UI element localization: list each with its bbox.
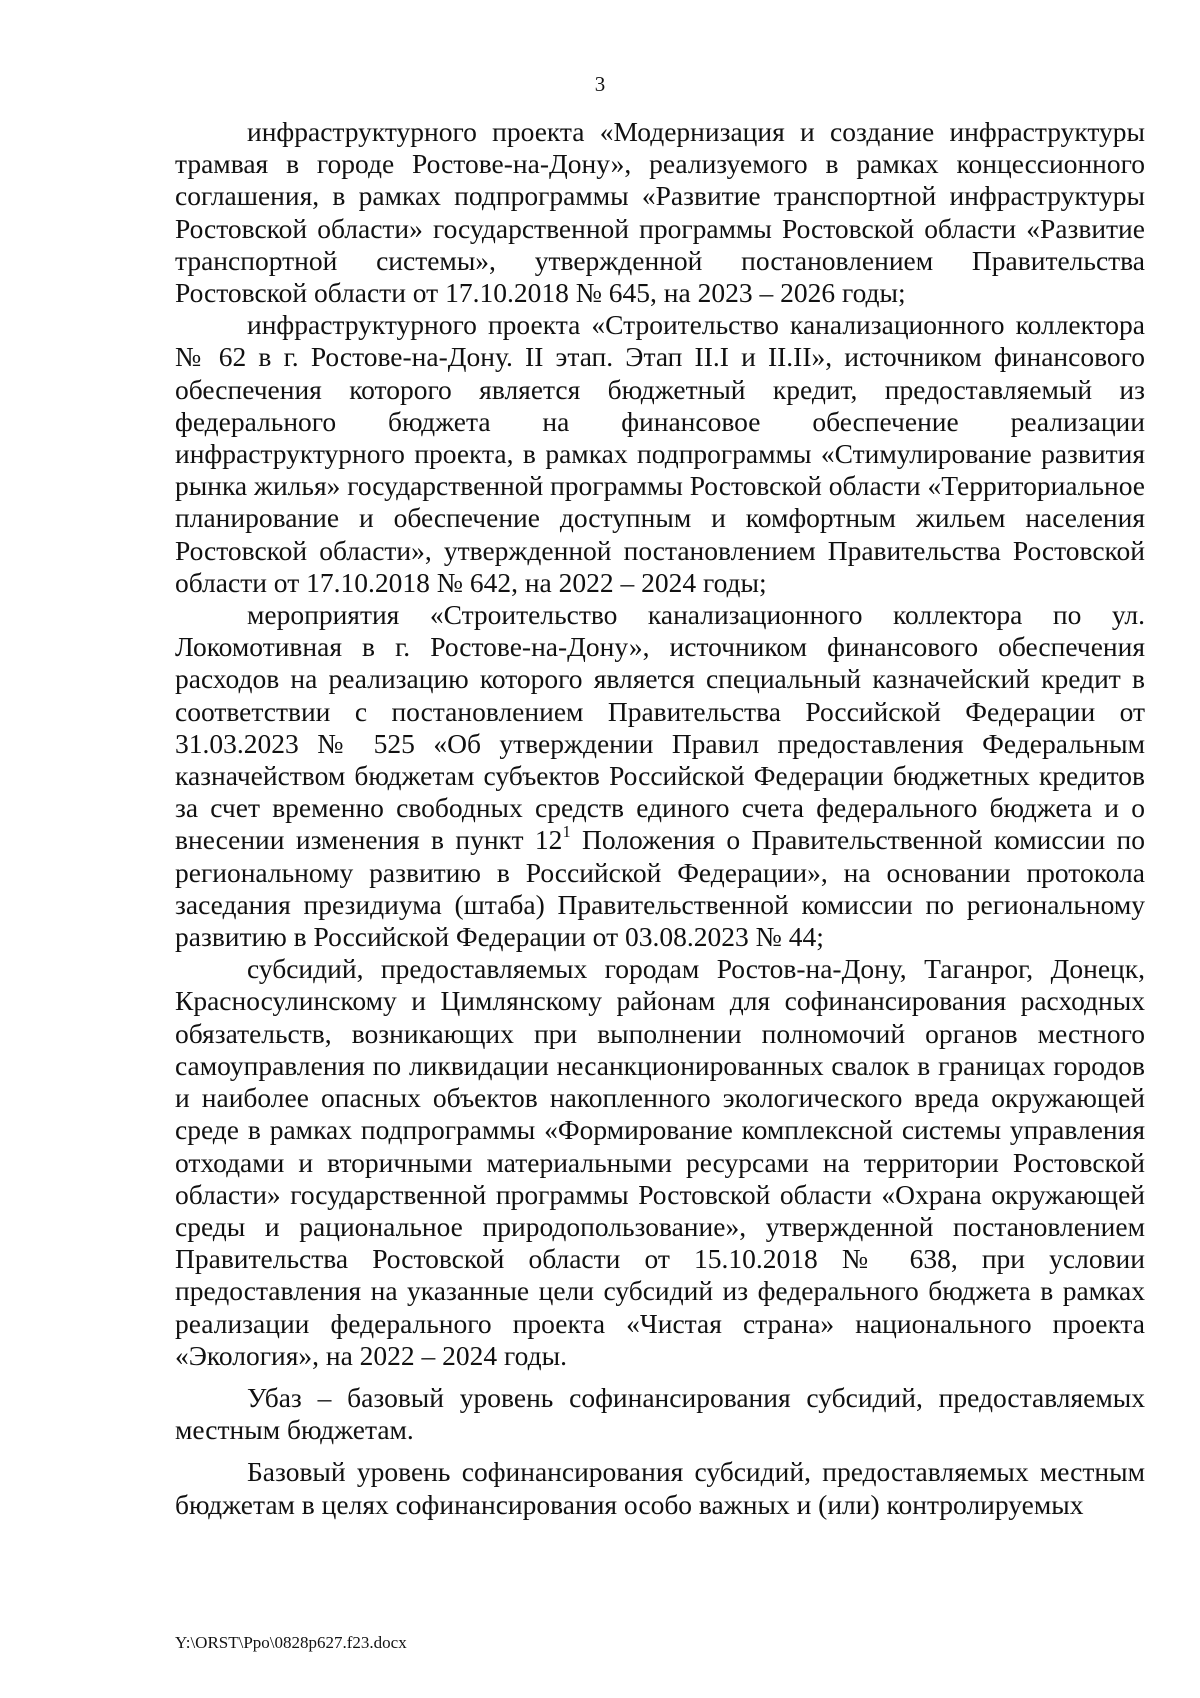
paragraph-3-text-end: Положения о Правительственной комиссии по региональному развитию в Российской Федерации», на основании протокола заседания президиума (штаба) Правительственной комиссии по региональному развитию в Российской Федерации от 03.08.2023 № 44; [175, 824, 1145, 953]
footnote-superscript: 1 [562, 821, 571, 841]
paragraph-tram-project: инфраструктурного проекта «Модернизация и создание инфраструктуры трамвая в городе Ростове-на-Дону», реализуемого в рамках концессионного соглашения, в рамках подпрограммы «Развитие транспортной инфраструктуры Ростовской области» государственной программы Ростовской области «Развитие транспортной системы», утвержденной постановлением Правительства Ростовской области от 17.10.2018 № 645, на 2023 – 2026 годы; [175, 116, 1145, 309]
file-path-footer: Y:\ORST\Ppo\0828p627.f23.docx [175, 1633, 407, 1652]
page-number: 3 [594, 72, 606, 96]
paragraph-ubaz-definition: Убаз – базовый уровень софинансирования субсидий, предоставляемых местным бюджетам. [175, 1381, 1145, 1446]
paragraph-lokomotivnaya-collector [175, 599, 1145, 953]
paragraph-base-level: Базовый уровень софинансирования субсидий, предоставляемых местным бюджетам в целях софинансирования особо важных и (или) контролируемых [175, 1456, 1145, 1520]
document-body [175, 116, 1145, 1521]
paragraph-3-text-start: мероприятия «Строительство канализационного коллектора по ул. Локомотивная в г. Ростове-на-Дону», источником финансового обеспечения расходов на реализацию которого является специальный казначейский кредит в соответствии с постановлением Правительства Российской Федерации от 31.03.2023 № 525 «Об утверждении Правил предоставления Федеральным казначейством бюджетам субъектов Российской Федерации бюджетных кредитов за счет временно свободных средств единого счета федерального бюджета и о внесении изменения в пункт 12 [175, 599, 1145, 856]
paragraph-landfill-subsidies: субсидий, предоставляемых городам Ростов-на-Дону, Таганрог, Донецк, Красносулинскому и Цимлянскому районам для софинансирования расходных обязательств, возникающих при выполнении полномочий органов местного самоуправления по ликвидации несанкционированных свалок в границах городов и наиболее опасных объектов накопленного экологического вреда окружающей среде в рамках подпрограммы «Формирование комплексной системы управления отходами и вторичными материальными ресурсами на территории Ростовской области» государственной программы Ростовской области «Охрана окружающей среды и рациональное природопользование», утвержденной постановлением Правительства Ростовской области от 15.10.2018 № 638, при условии предоставления на указанные цели субсидий из федерального бюджета в рамках реализации федерального проекта «Чистая страна» национального проекта «Экология», на 2022 – 2024 годы. [175, 953, 1145, 1371]
paragraph-sewer-collector-62: инфраструктурного проекта «Строительство канализационного коллектора № 62 в г. Ростове-на-Дону. II этап. Этап II.I и II.II», источником финансового обеспечения которого является бюджетный кредит, предоставляемый из федерального бюджета на финансовое обеспечение реализации инфраструктурного проекта, в рамках подпрограммы «Стимулирование развития рынка жилья» государственной программы Ростовской области «Территориальное планирование и обеспечение доступным и комфортным жильем населения Ростовской области», утвержденной постановлением Правительства Ростовской области от 17.10.2018 № 642, на 2022 – 2024 годы; [175, 309, 1146, 598]
